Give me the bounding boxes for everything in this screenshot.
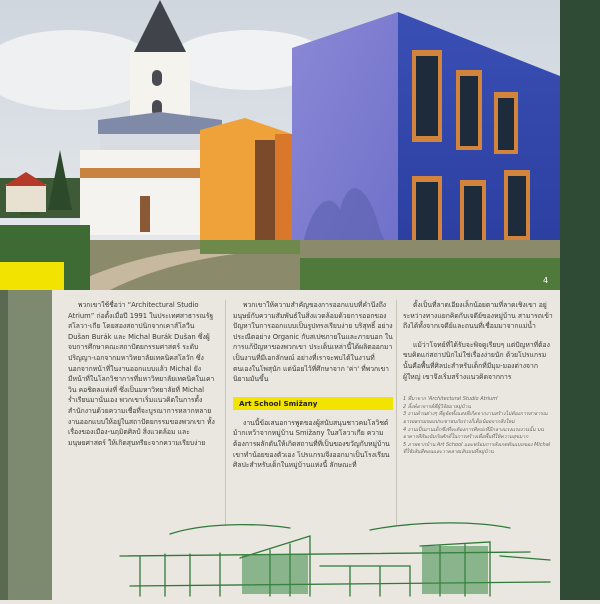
building-photo [0, 0, 560, 290]
paragraph: ตั้งเป็นที่ลาดเอียงเล็กน้อยตามที่ลาดเชิงเขา อยู่ระหว่างทางแยกคิดกับเจดีย์ของหมู่บ้าน สามารถเข้าถึงได้ทั้งจากเจดีย์และถนนที่เชื่อมมาจากแม่น้ำ [403, 301, 553, 331]
yellow-accent-tab [0, 262, 64, 290]
text-column-3 [403, 300, 555, 457]
building-photo-illustration [0, 0, 560, 290]
text-column-1 [68, 300, 218, 448]
right-color-band [560, 0, 600, 600]
sketch-drawing [110, 516, 560, 600]
paragraph: งานนี้ข้อเสนอการพูดของผู้สนับสนุนชาวคมโลวิชต์ม้ากเหว้าจากหมู่บ้าน Smižany ในสโลวาเกีย ความต้องการผลักดันให้เกิดสถานที่ที่เป็นของขวัญกับหมู่บ้านเขาทำน้อยของตัวเอง โปรแกรมจึงออกมาเป็นโรงเรียนศิลปะสำหรับเด็กในหมู่บ้านแห่งนี้ ลักษณะที่ [233, 418, 390, 470]
section-heading: Art School Smižany [233, 397, 393, 410]
text-column-2 [233, 300, 393, 471]
column-divider [225, 300, 226, 526]
paragraph: แม้ว่าโจทย์ที่ได้รับจะพิจดูเรียบๆ แต่ปัญหาที่ต้องขบคิดแก่สถาปนิกไม่ใช่เรื่องง่ายนัก ด้วยโปรแกรมนั้นคือพื้นที่ศิลปะสำหรับเด็กที่มีมุม-มองต่างจากผู้ใหญ่ เขาจึงเริ่มสร้างแนวคิดจากการ [403, 340, 550, 381]
paragraph: พวกเขาให้ความสำคัญของการออกแบบที่คำนึงถึงมนุษย์กับความสัมพันธ์ในสิ่งแวดล้อมด้วยการออกของปัญหาในการออกแบบเป็นรูปทรงเรียบง่าย บริสุทธิ์ อย่างประณีตอย่าง Organic กับสเปซภายในและภายนอก ในการแก้ปัญหาของพวกเขา ประเด็นเหล่านี้ได้ผลิตออกมาเป็นงานที่มีเอกลักษณ์ อย่างที่เราจะพบได้ในงานที่ตนเองในโพสุนัก แต่น้อยไว้ที่ศึกษาจาก 'ค่า' ที่พวกเขานิยามมันขึ้น [233, 301, 393, 384]
paragraph: พวกเขาใช้ชื่อว่า “Architectural Studio Atrium” ก่อตั้งเมื่อปี 1991 ในประเทศสาธารณรัฐสโลวา-เกีย โดยสองสถาปนิกจากเคาส์โลวีน Dušan Burák และ Michal Burák Dušan ซึ่งผู้จบการศึกษาคณะสถาปัตยกรรมศาสตร์ ระดับปริญญา-เอกจากมหาวิทยาลัยเทคนิคสโลวัก ซึ่งนอกจากหน้าที่ในงานออกแบบแล้ว Michal ยังมีหน้าที่ในโลกวิชาการที่มหาวิทยาลัยเทคนิคในเคาวิน คอชิตลแห่งที่ ซึ่งเป็นมหาวิทยาลัยที่ Michal ร่ำเรียนมานั่นเอง พวกเขาเริ่มแนวคิดในการตั้งสำนักงานด้วยความเชื่อที่จะบูรณาการหลากหลายงานออกแบบให้อยู่ในสถาปัตยกรรมของพวกเขา ทั้งเรื่องของเมือง-นฤมิตศิลป์ สิ่งแวดล้อม และมนุษยศาสตร์ ให้เกิดสุนทรียะจากความเรียบง่าย [68, 301, 215, 447]
footnote: 1 ที่มาจาก 'Architectural Studio Atrium' [403, 396, 499, 403]
photo-caption-number: 4 [543, 276, 549, 285]
footnotes [403, 396, 555, 457]
column-divider [396, 300, 397, 526]
footnote: 5 ภาพจากบ้าน Art School และพร้อมการสังเกตต้นแบบของ Michal ที่ใช้เส้นสีตอนและวาดลายเส้นบนที่หมู่บ้าน [403, 441, 551, 456]
left-color-band [0, 290, 52, 600]
architectural-sketch [110, 516, 560, 600]
footnote: 4 งานเป็นงานเด็กซึ่งที่จะต้องการศิลปะที่มีกลางแรงแรงงานนั้น บนอาคารสีสันเข้มกับศักดิ์ในการสร้างเพื่อพื้นที่ให้ความสุขมาก [403, 426, 544, 441]
footnote: 3 งานด้านต่างๆ ที่ดูจัดทั้งแสงที่เกิดจากงานสร้างไม่ต้องการสาธารณอารยธรรมของประชาชนกับร่างก็เต็มน้อยจากสิ่งใหม่ [403, 411, 548, 425]
footnote: 2 ลิ้งค์อาจารย์ที่ผู้วิจัยมาหมู่บ้าน [403, 403, 471, 410]
